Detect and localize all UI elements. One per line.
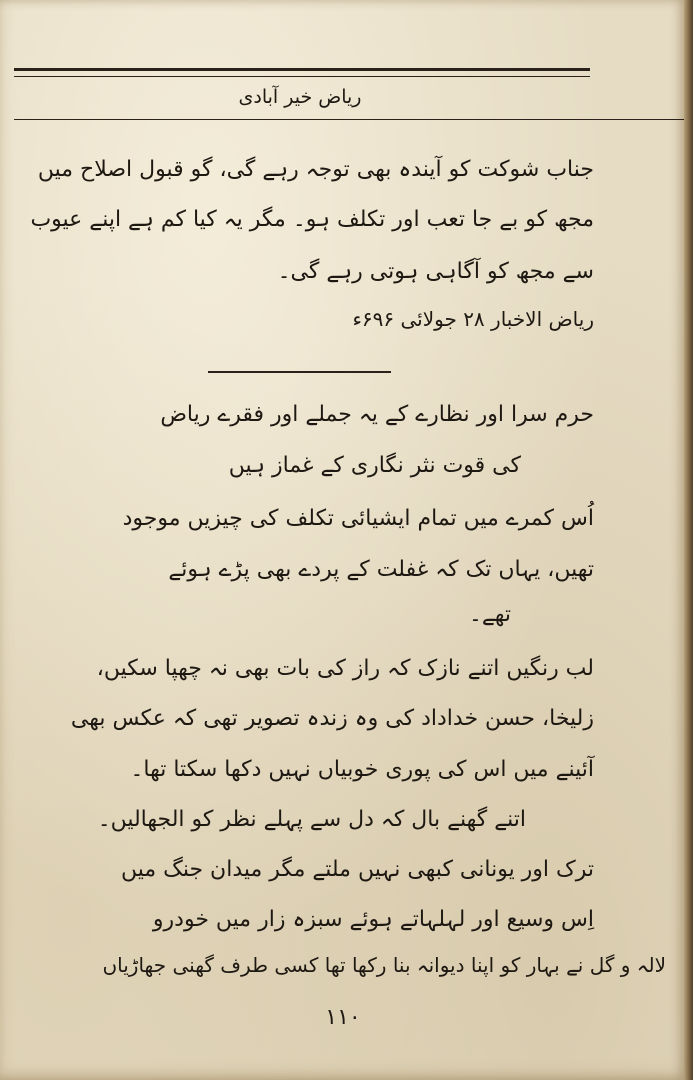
excerpt-line: اتنے گھنے بال کہ دل سے پہلے نظر کو الجھالیں۔ xyxy=(97,807,526,832)
excerpt-line: اِس وسیع اور لہلہاتے ہوئے سبزہ زار میں خودرو xyxy=(152,907,594,932)
paragraph-line: جناب شوکت کو آیندہ بھی توجہ رہے گی، گو قبول اصلاح میں xyxy=(37,157,594,182)
page-number: ١١٠ xyxy=(325,1005,361,1030)
excerpt-line: آئینے میں اس کی پوری خوبیاں نہیں دکھا سکتا تھا۔ xyxy=(130,757,594,782)
excerpt-line: کی قوت نثر نگاری کے غماز ہیں xyxy=(228,453,521,478)
paragraph-line: سے مجھ کو آگاہی ہوتی رہے گی۔ xyxy=(277,259,594,284)
top-double-rule-thick xyxy=(14,68,590,71)
page-edge-shadow xyxy=(684,0,693,1080)
header-rule xyxy=(14,119,684,120)
excerpt-line: اُس کمرے میں تمام ایشیائی تکلف کی چیزیں موجود xyxy=(122,506,594,531)
excerpt-line: تھیں، یہاں تک کہ غفلت کے پردے بھی پڑے ہوئے xyxy=(168,557,594,582)
citation: ریاض الاخبار ۲۸ جولائی ۶۹۶ء xyxy=(352,307,594,331)
running-head: ریاض خیر آبادی xyxy=(238,86,362,108)
excerpt-line: لب رنگیں اتنے نازک کہ راز کی بات بھی نہ چھپا سکیں، xyxy=(96,656,594,681)
excerpt-line: ترک اور یونانی کبھی نہیں ملتے مگر میدان جنگ میں xyxy=(120,857,594,882)
excerpt-line: تھے۔ xyxy=(468,602,511,627)
excerpt-line: لالہ و گل نے بہار کو اپنا دیوانہ بنا رکھا تھا کسی طرف گھنی جھاڑیاں xyxy=(102,953,666,977)
top-double-rule-thin xyxy=(14,76,590,77)
paragraph-line: مجھ کو بے جا تعب اور تکلف ہو۔ مگر یہ کیا کم ہے اپنے عیوب xyxy=(30,207,594,232)
section-separator-rule xyxy=(208,371,391,373)
excerpt-line: حرم سرا اور نظارے کے یہ جملے اور فقرے ریاض xyxy=(160,402,594,427)
excerpt-line: زلیخا، حسن خداداد کی وہ زندہ تصویر تھی کہ عکس بھی xyxy=(70,706,594,731)
